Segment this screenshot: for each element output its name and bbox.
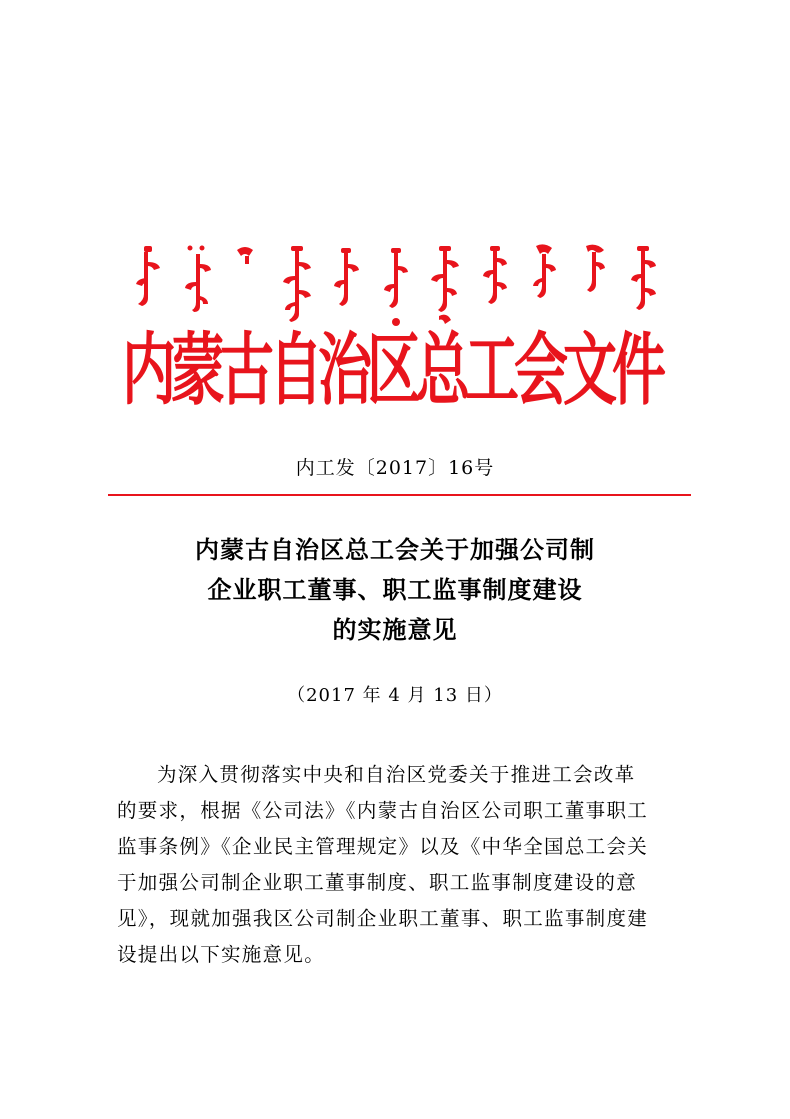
red-divider-rule	[108, 494, 691, 496]
document-title-line-2: 企业职工董事、职工监事制度建设	[207, 576, 583, 604]
document-title-line-3: 的实施意见	[332, 616, 458, 644]
body-line-3: 监事条例》《企业民主管理规定》以及《中华全国总工会关	[117, 835, 649, 858]
document-number: 内工发〔2017〕16号	[295, 457, 495, 479]
masthead-title: 内蒙古自治区总工会文件	[122, 324, 661, 416]
body-line-1: 为深入贯彻落实中央和自治区党委关于推进工会改革	[157, 763, 636, 786]
document-title	[0, 530, 790, 650]
body-line-2: 的要求，根据《公司法》《内蒙古自治区公司职工董事职工	[117, 799, 649, 822]
document-title-line-1: 内蒙古自治区总工会关于加强公司制	[195, 536, 595, 564]
body-paragraph	[117, 757, 673, 973]
body-line-6: 设提出以下实施意见。	[117, 943, 326, 966]
body-line-5: 见》，现就加强我区公司制企业职工董事、职工监事制度建	[117, 907, 649, 930]
body-line-4: 于加强公司制企业职工董事制度、职工监事制度建设的意	[117, 871, 638, 894]
document-date: （2017 年 4 月 13 日）	[287, 685, 503, 706]
